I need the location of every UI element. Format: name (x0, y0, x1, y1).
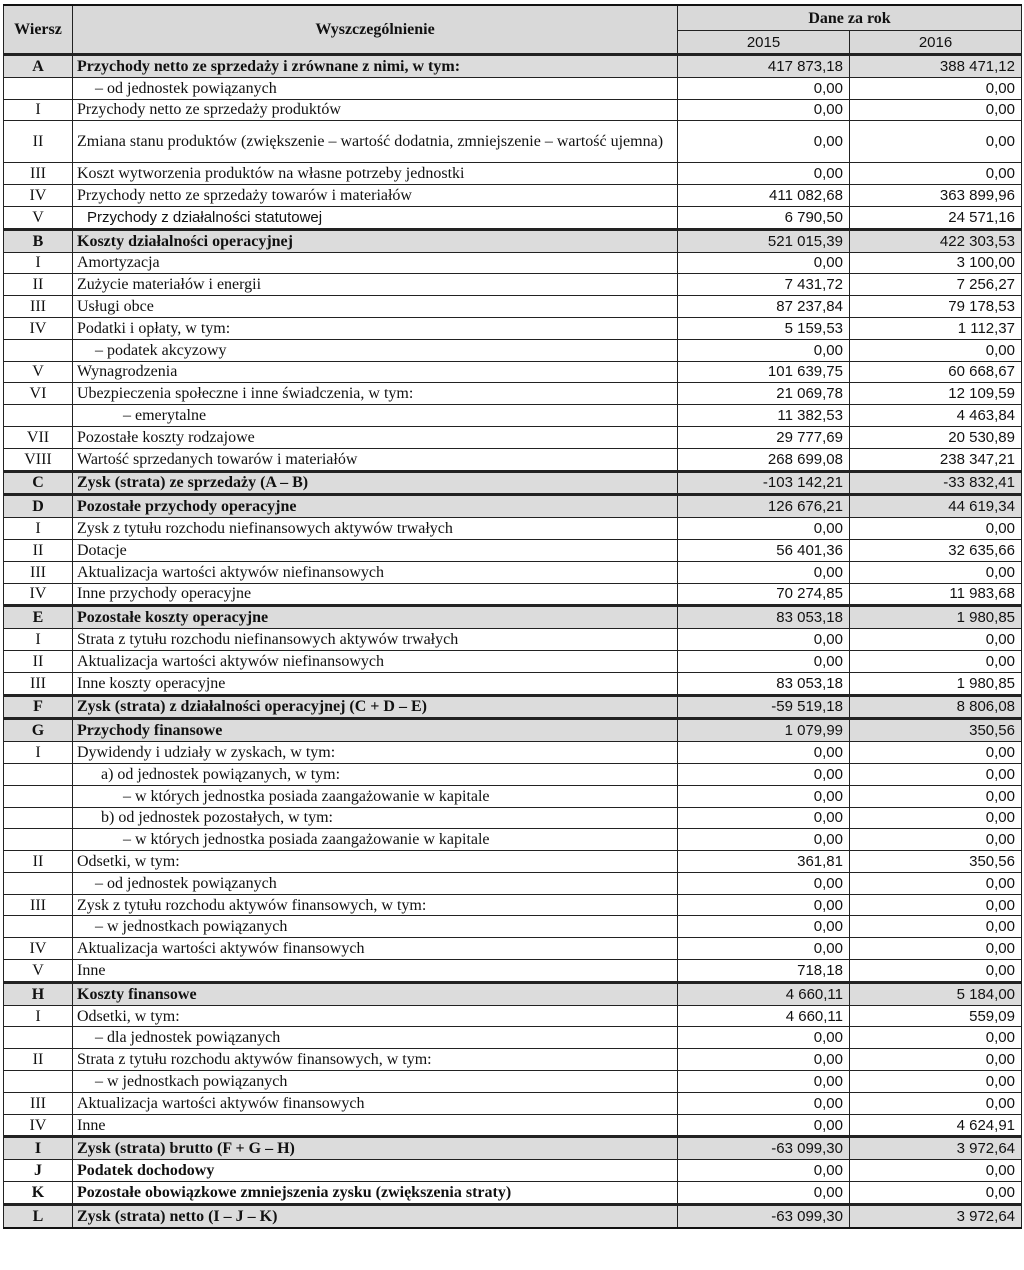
value-2016: 0,00 (850, 650, 1022, 672)
value-2015: 0,00 (678, 121, 850, 163)
value-2015: 268 699,08 (678, 448, 850, 471)
row-number: I (4, 629, 73, 651)
table-row (4, 1204, 1022, 1227)
value-2015: 83 053,18 (678, 672, 850, 695)
row-number (4, 405, 73, 427)
row-description: Zmiana stanu produktów (zwiększenie – wartość dodatnia, zmniejszenie – wartość ujemna) (73, 121, 678, 163)
row-description: Odsetki, w tym: (73, 851, 678, 873)
value-2015: 0,00 (678, 1049, 850, 1071)
row-number (4, 763, 73, 785)
row-description: – w których jednostka posiada zaangażowanie w kapitale (73, 785, 678, 807)
value-2016: 1 980,85 (850, 672, 1022, 695)
value-2015: 0,00 (678, 742, 850, 764)
row-number: III (4, 296, 73, 318)
row-number: C (4, 471, 73, 495)
row-number (4, 829, 73, 851)
value-2016: 0,00 (850, 872, 1022, 894)
row-number: V (4, 960, 73, 983)
row-number: III (4, 672, 73, 695)
value-2016: 388 471,12 (850, 55, 1022, 78)
table-row (4, 742, 1022, 764)
value-2015: 718,18 (678, 960, 850, 983)
row-description: Strata z tytułu rozchodu aktywów finansowych, w tym: (73, 1049, 678, 1071)
row-number (4, 807, 73, 829)
value-2015: -63 099,30 (678, 1137, 850, 1160)
row-description: Wartość sprzedanych towarów i materiałów (73, 448, 678, 471)
table-row (4, 1114, 1022, 1137)
row-description: Inne przychody operacyjne (73, 583, 678, 606)
value-2016: 559,09 (850, 1005, 1022, 1027)
value-2015: 0,00 (678, 629, 850, 651)
row-number (4, 77, 73, 99)
table-row (4, 807, 1022, 829)
row-description: – od jednostek powiązanych (73, 872, 678, 894)
row-description: Inne (73, 960, 678, 983)
row-description: Zysk (strata) brutto (F + G – H) (73, 1137, 678, 1160)
value-2015: 0,00 (678, 339, 850, 361)
row-description: Aktualizacja wartości aktywów finansowych (73, 938, 678, 960)
row-number: H (4, 982, 73, 1005)
value-2015: 0,00 (678, 650, 850, 672)
value-2016: 0,00 (850, 561, 1022, 583)
table-row (4, 252, 1022, 274)
table-row (4, 1137, 1022, 1160)
value-2015: 0,00 (678, 252, 850, 274)
value-2015: 0,00 (678, 894, 850, 916)
value-2015: 0,00 (678, 785, 850, 807)
row-number: L (4, 1204, 73, 1227)
table-row (4, 1092, 1022, 1114)
table-row (4, 583, 1022, 606)
row-number: A (4, 55, 73, 78)
row-number: I (4, 1005, 73, 1027)
row-number: IV (4, 583, 73, 606)
value-2016: 0,00 (850, 1092, 1022, 1114)
row-number: I (4, 1137, 73, 1160)
row-number: II (4, 851, 73, 873)
value-2015: -103 142,21 (678, 471, 850, 495)
row-number: F (4, 695, 73, 719)
table-row (4, 763, 1022, 785)
table-row (4, 1049, 1022, 1071)
table-row (4, 448, 1022, 471)
value-2016: 1 112,37 (850, 317, 1022, 339)
table-row (4, 296, 1022, 318)
row-number: III (4, 894, 73, 916)
value-2015: 0,00 (678, 916, 850, 938)
row-number: IV (4, 1114, 73, 1137)
row-description: a) od jednostek powiązanych, w tym: (73, 763, 678, 785)
value-2015: 70 274,85 (678, 583, 850, 606)
value-2015: 7 431,72 (678, 274, 850, 296)
table-row (4, 539, 1022, 561)
value-2016: 0,00 (850, 763, 1022, 785)
row-number: III (4, 1092, 73, 1114)
table-row (4, 185, 1022, 207)
value-2016: 238 347,21 (850, 448, 1022, 471)
row-description: Inne (73, 1114, 678, 1137)
row-number: II (4, 539, 73, 561)
row-description: Zysk (strata) netto (I – J – K) (73, 1204, 678, 1227)
value-2016: 79 178,53 (850, 296, 1022, 318)
row-number (4, 872, 73, 894)
row-description: – dla jednostek powiązanych (73, 1027, 678, 1049)
value-2015: 521 015,39 (678, 229, 850, 252)
value-2015: 0,00 (678, 1182, 850, 1205)
header-description: Wyszczególnienie (73, 5, 678, 55)
value-2015: 56 401,36 (678, 539, 850, 561)
row-number: V (4, 206, 73, 229)
row-number (4, 1027, 73, 1049)
value-2015: 6 790,50 (678, 206, 850, 229)
row-description: Usługi obce (73, 296, 678, 318)
row-number: J (4, 1160, 73, 1182)
value-2016: 11 983,68 (850, 583, 1022, 606)
row-description: Pozostałe koszty operacyjne (73, 606, 678, 629)
table-row (4, 938, 1022, 960)
value-2015: -59 519,18 (678, 695, 850, 719)
row-description: Pozostałe koszty rodzajowe (73, 426, 678, 448)
value-2015: 5 159,53 (678, 317, 850, 339)
row-description: Podatki i opłaty, w tym: (73, 317, 678, 339)
value-2016: 0,00 (850, 518, 1022, 540)
row-number: II (4, 1049, 73, 1071)
table-row (4, 650, 1022, 672)
header-data-for-year: Dane za rok (678, 5, 1022, 31)
row-number: G (4, 719, 73, 742)
table-row (4, 785, 1022, 807)
row-description: Zysk z tytułu rozchodu niefinansowych aktywów trwałych (73, 518, 678, 540)
table-row (4, 383, 1022, 405)
value-2015: 1 079,99 (678, 719, 850, 742)
value-2016: 0,00 (850, 742, 1022, 764)
table-row (4, 719, 1022, 742)
table-row (4, 629, 1022, 651)
row-number: I (4, 518, 73, 540)
value-2015: 0,00 (678, 829, 850, 851)
row-number (4, 1071, 73, 1093)
row-description: Przychody netto ze sprzedaży towarów i materiałów (73, 185, 678, 207)
value-2015: -63 099,30 (678, 1204, 850, 1227)
row-description: Aktualizacja wartości aktywów niefinansowych (73, 561, 678, 583)
value-2016: 350,56 (850, 851, 1022, 873)
row-description: Zysk (strata) z działalności operacyjnej (C + D – E) (73, 695, 678, 719)
value-2016: 60 668,67 (850, 361, 1022, 383)
row-description: – od jednostek powiązanych (73, 77, 678, 99)
value-2016: 4 624,91 (850, 1114, 1022, 1137)
table-row (4, 495, 1022, 518)
row-number: IV (4, 317, 73, 339)
table-row (4, 77, 1022, 99)
row-description: Koszt wytworzenia produktów na własne potrzeby jednostki (73, 163, 678, 185)
table-row (4, 518, 1022, 540)
row-number: I (4, 99, 73, 121)
value-2016: 0,00 (850, 807, 1022, 829)
row-description: Koszty finansowe (73, 982, 678, 1005)
value-2016: 1 980,85 (850, 606, 1022, 629)
table-row (4, 829, 1022, 851)
value-2015: 0,00 (678, 99, 850, 121)
table-row (4, 1182, 1022, 1205)
value-2016: 0,00 (850, 829, 1022, 851)
table-row (4, 317, 1022, 339)
value-2015: 361,81 (678, 851, 850, 873)
value-2016: 0,00 (850, 1160, 1022, 1182)
table-row (4, 1027, 1022, 1049)
table-row (4, 361, 1022, 383)
row-number: IV (4, 185, 73, 207)
row-number: II (4, 650, 73, 672)
financial-statement (3, 4, 1021, 1229)
value-2015: 0,00 (678, 518, 850, 540)
row-description: Aktualizacja wartości aktywów finansowych (73, 1092, 678, 1114)
value-2015: 0,00 (678, 807, 850, 829)
value-2015: 0,00 (678, 1071, 850, 1093)
value-2015: 21 069,78 (678, 383, 850, 405)
row-description: – w których jednostka posiada zaangażowanie w kapitale (73, 829, 678, 851)
row-description: Koszty działalności operacyjnej (73, 229, 678, 252)
row-description: Pozostałe przychody operacyjne (73, 495, 678, 518)
value-2016: 0,00 (850, 894, 1022, 916)
row-number: V (4, 361, 73, 383)
value-2016: 7 256,27 (850, 274, 1022, 296)
row-number: VI (4, 383, 73, 405)
table-row (4, 872, 1022, 894)
row-description: Przychody netto ze sprzedaży i zrównane z nimi, w tym: (73, 55, 678, 78)
value-2016: 0,00 (850, 1027, 1022, 1049)
value-2015: 0,00 (678, 1114, 850, 1137)
row-description: Inne koszty operacyjne (73, 672, 678, 695)
row-description: – w jednostkach powiązanych (73, 916, 678, 938)
table-row (4, 561, 1022, 583)
row-description: – emerytalne (73, 405, 678, 427)
value-2016: 363 899,96 (850, 185, 1022, 207)
row-number (4, 785, 73, 807)
value-2015: 29 777,69 (678, 426, 850, 448)
header-year-2015: 2015 (678, 31, 850, 55)
table-row (4, 982, 1022, 1005)
table-row (4, 274, 1022, 296)
table-row (4, 1160, 1022, 1182)
value-2015: 101 639,75 (678, 361, 850, 383)
row-description: Wynagrodzenia (73, 361, 678, 383)
table-row (4, 229, 1022, 252)
value-2016: 0,00 (850, 163, 1022, 185)
value-2016: 0,00 (850, 339, 1022, 361)
row-description: Pozostałe obowiązkowe zmniejszenia zysku (zwiększenia straty) (73, 1182, 678, 1205)
value-2015: 83 053,18 (678, 606, 850, 629)
table-row (4, 1071, 1022, 1093)
table-row (4, 206, 1022, 229)
value-2016: 32 635,66 (850, 539, 1022, 561)
value-2015: 0,00 (678, 163, 850, 185)
row-description: Zysk (strata) ze sprzedaży (A – B) (73, 471, 678, 495)
value-2016: 0,00 (850, 121, 1022, 163)
row-number: VIII (4, 448, 73, 471)
table-row (4, 163, 1022, 185)
value-2015: 4 660,11 (678, 1005, 850, 1027)
row-description: Odsetki, w tym: (73, 1005, 678, 1027)
row-number (4, 339, 73, 361)
value-2016: 8 806,08 (850, 695, 1022, 719)
table-row (4, 405, 1022, 427)
row-number (4, 916, 73, 938)
row-number: III (4, 163, 73, 185)
table-row (4, 471, 1022, 495)
row-number: I (4, 252, 73, 274)
value-2016: 3 972,64 (850, 1204, 1022, 1227)
value-2016: 0,00 (850, 960, 1022, 983)
value-2016: 422 303,53 (850, 229, 1022, 252)
table-row (4, 916, 1022, 938)
row-description: Dotacje (73, 539, 678, 561)
value-2015: 411 082,68 (678, 185, 850, 207)
value-2016: 0,00 (850, 1182, 1022, 1205)
value-2015: 0,00 (678, 938, 850, 960)
value-2016: 350,56 (850, 719, 1022, 742)
value-2016: 44 619,34 (850, 495, 1022, 518)
row-number: K (4, 1182, 73, 1205)
header-year-2016: 2016 (850, 31, 1022, 55)
value-2015: 0,00 (678, 763, 850, 785)
row-description: Aktualizacja wartości aktywów niefinansowych (73, 650, 678, 672)
table-row (4, 606, 1022, 629)
table-row (4, 121, 1022, 163)
row-description: Przychody z działalności statutowej (73, 206, 678, 229)
value-2016: 0,00 (850, 785, 1022, 807)
row-description: Dywidendy i udziały w zyskach, w tym: (73, 742, 678, 764)
row-number: IV (4, 938, 73, 960)
row-description: Przychody finansowe (73, 719, 678, 742)
row-description: – podatek akcyzowy (73, 339, 678, 361)
value-2016: 5 184,00 (850, 982, 1022, 1005)
value-2016: 0,00 (850, 77, 1022, 99)
row-number: B (4, 229, 73, 252)
table-row (4, 672, 1022, 695)
table-row (4, 695, 1022, 719)
row-number: E (4, 606, 73, 629)
row-description: Podatek dochodowy (73, 1160, 678, 1182)
table-row (4, 339, 1022, 361)
value-2016: 12 109,59 (850, 383, 1022, 405)
value-2016: 3 972,64 (850, 1137, 1022, 1160)
row-description: Amortyzacja (73, 252, 678, 274)
value-2015: 4 660,11 (678, 982, 850, 1005)
value-2015: 87 237,84 (678, 296, 850, 318)
value-2016: 3 100,00 (850, 252, 1022, 274)
value-2016: 24 571,16 (850, 206, 1022, 229)
value-2015: 0,00 (678, 1092, 850, 1114)
row-number: III (4, 561, 73, 583)
table-row (4, 960, 1022, 983)
value-2015: 0,00 (678, 561, 850, 583)
row-number: I (4, 742, 73, 764)
value-2016: 0,00 (850, 1049, 1022, 1071)
row-description: Ubezpieczenia społeczne i inne świadczenia, w tym: (73, 383, 678, 405)
value-2016: 0,00 (850, 629, 1022, 651)
row-description: – w jednostkach powiązanych (73, 1071, 678, 1093)
value-2016: 4 463,84 (850, 405, 1022, 427)
table-row (4, 894, 1022, 916)
table-row (4, 851, 1022, 873)
value-2015: 11 382,53 (678, 405, 850, 427)
row-description: Strata z tytułu rozchodu niefinansowych aktywów trwałych (73, 629, 678, 651)
value-2015: 0,00 (678, 1027, 850, 1049)
value-2016: 0,00 (850, 99, 1022, 121)
value-2016: 0,00 (850, 938, 1022, 960)
row-description: b) od jednostek pozostałych, w tym: (73, 807, 678, 829)
value-2016: 0,00 (850, 916, 1022, 938)
row-number: II (4, 274, 73, 296)
value-2015: 417 873,18 (678, 55, 850, 78)
table-row (4, 426, 1022, 448)
row-description: Zużycie materiałów i energii (73, 274, 678, 296)
header-row-number: Wiersz (4, 5, 73, 55)
row-number: D (4, 495, 73, 518)
table-body (4, 55, 1022, 1228)
row-number: II (4, 121, 73, 163)
value-2016: -33 832,41 (850, 471, 1022, 495)
table-row (4, 1005, 1022, 1027)
value-2015: 126 676,21 (678, 495, 850, 518)
row-description: Przychody netto ze sprzedaży produktów (73, 99, 678, 121)
income-statement-table (3, 4, 1022, 1229)
value-2015: 0,00 (678, 872, 850, 894)
value-2015: 0,00 (678, 1160, 850, 1182)
table-row (4, 55, 1022, 78)
value-2016: 20 530,89 (850, 426, 1022, 448)
value-2016: 0,00 (850, 1071, 1022, 1093)
table-row (4, 99, 1022, 121)
value-2015: 0,00 (678, 77, 850, 99)
row-description: Zysk z tytułu rozchodu aktywów finansowych, w tym: (73, 894, 678, 916)
row-number: VII (4, 426, 73, 448)
